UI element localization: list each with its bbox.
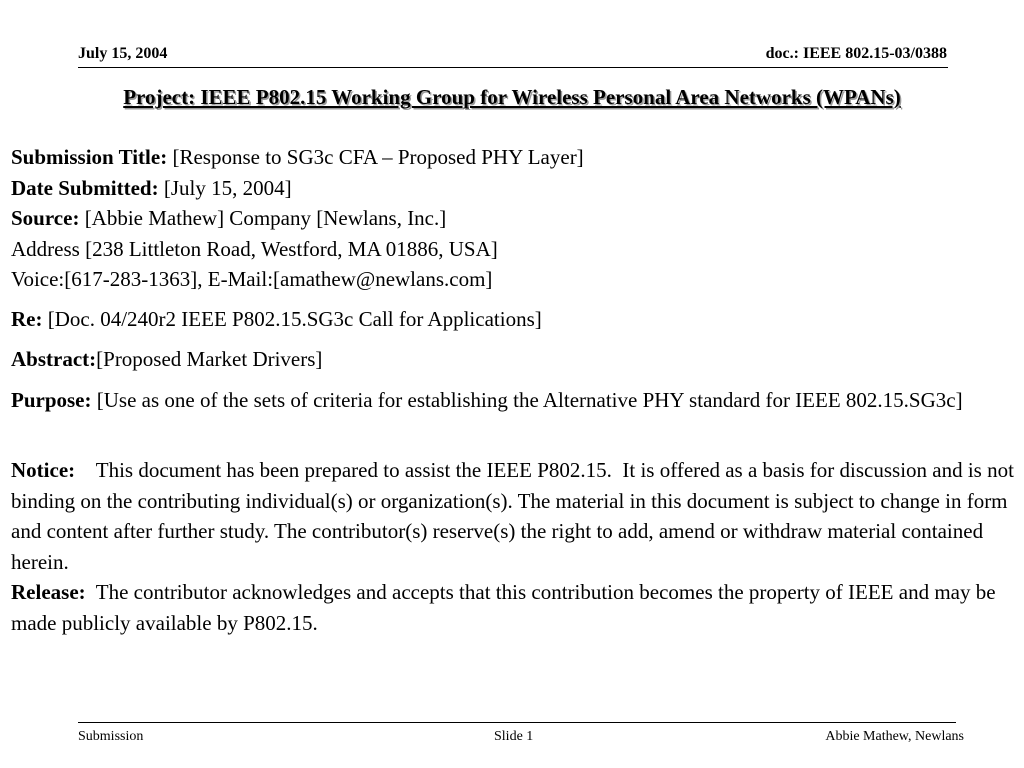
notice-value: This document has been prepared to assist the IEEE P802.15. It is offered as a basis for discussion and is not binding on the contributing individual(s) or organization(s). The material in this document is subject to change in form and content after further study. The contributor(s) reserve(s) the right to add, amend or withdraw material contained herein.	[11, 458, 1020, 574]
source-line	[11, 203, 1017, 234]
footer-author: Abbie Mathew, Newlans	[825, 729, 964, 744]
address-line: Address [238 Littleton Road, Westford, MA 01886, USA]	[11, 236, 498, 261]
footer-submission: Submission	[78, 729, 144, 744]
notice-release-block	[11, 455, 1020, 638]
source-value: [Abbie Mathew] Company [Newlans, Inc.]	[79, 206, 447, 230]
footer-rule	[78, 722, 956, 723]
abstract-value: [Proposed Market Drivers]	[96, 347, 323, 371]
footer-slide-number: Slide 1	[494, 729, 534, 744]
abstract-label: Abstract:	[11, 347, 97, 371]
purpose-value: [Use as one of the sets of criteria for establishing the Alternative PHY standard for IEEE 802.15.SG3c]	[91, 388, 963, 412]
date-submitted-line	[11, 173, 1017, 204]
abstract-block	[11, 344, 1017, 375]
project-title: Project: IEEE P802.15 Working Group for Wireless Personal Area Networks (WPANs)	[123, 85, 901, 109]
date-submitted-value: [July 15, 2004]	[158, 175, 292, 200]
header-rule	[78, 67, 948, 68]
submission-title-value: [Response to SG3c CFA – Proposed PHY Layer]	[167, 145, 584, 169]
purpose-label: Purpose:	[11, 388, 92, 412]
submission-info-block	[11, 142, 1017, 295]
submission-title-label: Submission Title:	[11, 145, 168, 169]
submission-title-line	[11, 142, 1017, 173]
release-value: The contributor acknowledges and accepts that this contribution becomes the property of IEEE and may be made publicly available by P802.15.	[11, 580, 1001, 635]
header-date: July 15, 2004	[78, 45, 168, 62]
voice-email-line: Voice:[617-283-1363], E-Mail:[amathew@newlans.com]	[11, 267, 493, 291]
re-block	[11, 304, 1017, 335]
header-doc-id: doc.: IEEE 802.15-03/0388	[765, 45, 947, 62]
re-value: [Doc. 04/240r2 IEEE P802.15.SG3c Call for Applications]	[42, 307, 542, 331]
notice-label: Notice:	[11, 458, 76, 482]
date-submitted-label: Date Submitted:	[11, 175, 159, 200]
source-label: Source:	[11, 206, 80, 230]
release-label: Release:	[11, 580, 86, 604]
re-label: Re:	[11, 307, 43, 331]
purpose-block	[11, 385, 1017, 416]
